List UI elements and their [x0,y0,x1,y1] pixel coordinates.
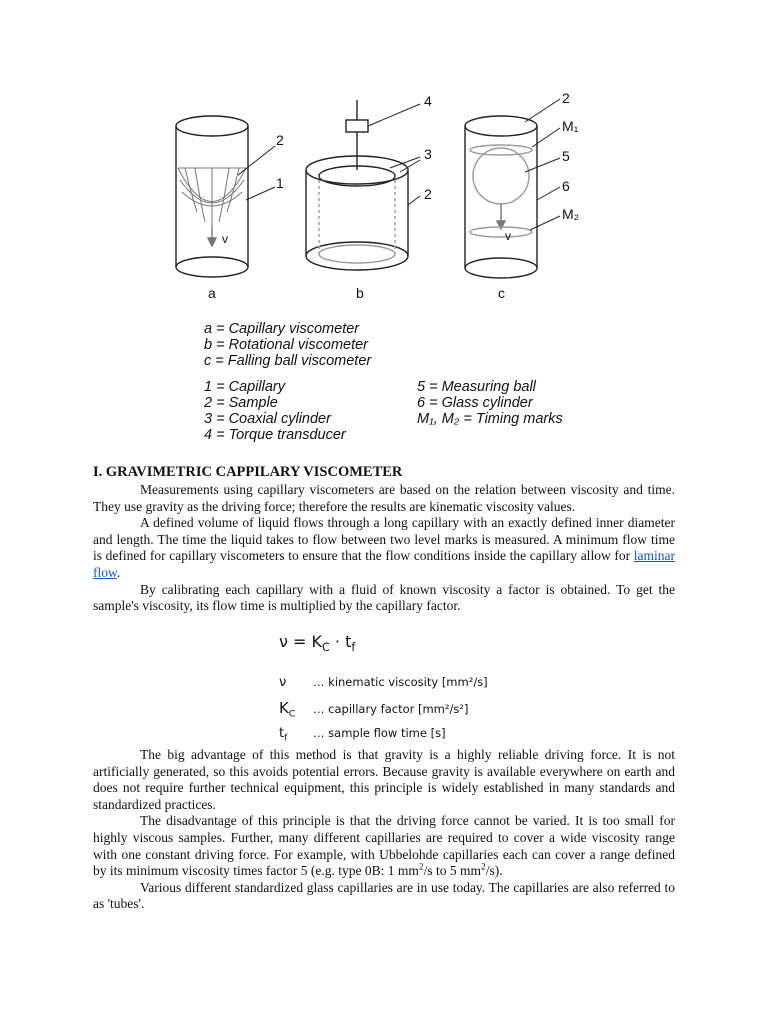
paragraph: Measurements using capillary viscometers are based on the relation between viscosity and time. They use gravity as the driving force; therefore the results are kinematic viscosity values. [93,482,675,514]
body-text-upper [93,482,675,615]
falling-ball-viscometer-drawing [465,99,560,278]
legend-item: b = Rotational viscometer [204,337,369,353]
body-text-lower [93,747,675,913]
figure-legend-types [204,321,371,369]
def-symbol [279,726,313,744]
paragraph-text: /s to 5 mm [423,863,481,879]
def-symbol-main: K [279,699,289,717]
def-symbol [279,699,313,720]
label-b-4: 4 [424,93,432,109]
def-symbol-sub: f [284,733,288,744]
label-v-c: v [505,229,511,243]
rotational-viscometer-drawing [306,100,420,270]
def-text: … capillary factor [mm²/s²] [313,702,469,716]
viscometer-diagram [0,0,768,320]
paragraph: By calibrating each capillary with a fluid of known viscosity a factor is obtained. To get the sample's viscosity, its flow time is multiplied by the capillary factor. [93,581,675,614]
label-c-6: 6 [562,178,570,194]
section-heading: I. GRAVIMETRIC CAPPILARY VISCOMETER [93,464,403,480]
paragraph: Various different standardized glass capillaries are in use today. The capillaries are also referred to as 'tubes'. [93,879,675,912]
superscript: 2 [418,862,424,873]
capillary-viscometer-drawing [176,116,275,277]
label-c-2: 2 [562,90,570,106]
label-c-m2: M₂ [562,206,580,222]
viscosity-formula [279,632,356,655]
formula-rhs: · t [329,632,352,651]
laminar-flow-link[interactable]: laminar flow [93,548,675,580]
figure-legend-parts-right [417,379,563,427]
def-symbol-main: t [279,726,285,741]
paragraph [93,515,675,581]
figure-legend-parts-left [204,379,346,443]
legend-item: 5 = Measuring ball [417,379,536,395]
legend-item: M₁, M₂ = Timing marks [417,411,563,427]
paragraph-text: . [116,564,121,580]
legend-item: 3 = Coaxial cylinder [204,411,331,427]
label-v-a: v [222,232,228,246]
legend-item: 4 = Torque transducer [204,427,346,443]
paragraph-text: A defined volume of liquid flows through a long capillary with an exactly defined inner diameter and length. The time the liquid takes to flow between two level marks is measured. A minimum flow time is defined for capillary viscometers to ensure that the flow conditions inside the capillary allow for [93,515,675,564]
label-c-m1: M₁ [562,118,579,134]
paragraph: The big advantage of this method is that gravity is a highly reliable driving force. It is not artificially generated, so this avoids potential errors. Because gravity is available everywhere on earth and does not require further technical equipment, this principle is widely established in many standards and standardized practices. [93,747,675,812]
def-text: … sample flow time [s] [313,726,446,740]
def-symbol: ν [279,675,287,690]
caption-b: b [356,285,364,301]
def-flow-time [279,726,446,744]
label-b-3: 3 [424,146,432,162]
legend-item: 6 = Glass cylinder [417,395,533,411]
label-a-2: 2 [276,132,284,148]
legend-item: a = Capillary viscometer [204,321,360,337]
legend-item: 2 = Sample [204,395,278,411]
formula-sub-c: C [322,641,330,655]
legend-item: 1 = Capillary [204,379,285,395]
paragraph-text: /s). [485,863,503,879]
def-capillary-factor [279,699,469,720]
caption-c: c [498,285,505,301]
label-b-2: 2 [424,186,432,202]
label-c-5: 5 [562,148,570,164]
superscript: 2 [480,862,486,873]
caption-a: a [208,285,216,301]
legend-item: c = Falling ball viscometer [204,353,372,369]
formula-sub-f: f [351,641,356,655]
label-a-1: 1 [276,175,284,191]
paragraph-text: The disadvantage of this principle is that the driving force cannot be varied. It is too small for highly viscous samples. Further, many different capillaries are required to cover a wide viscosity range with one constant driving force. For example, with Ubbelohde capillaries each can cover a range defined by its minimum viscosity times factor 5 (e.g. type 0B: 1 mm [93,813,675,879]
formula-lhs: ν = K [279,632,323,651]
paragraph [93,813,675,879]
def-text: … kinematic viscosity [mm²/s] [313,675,488,689]
def-symbol-sub: C [288,709,296,720]
def-kinematic-viscosity [279,675,488,690]
